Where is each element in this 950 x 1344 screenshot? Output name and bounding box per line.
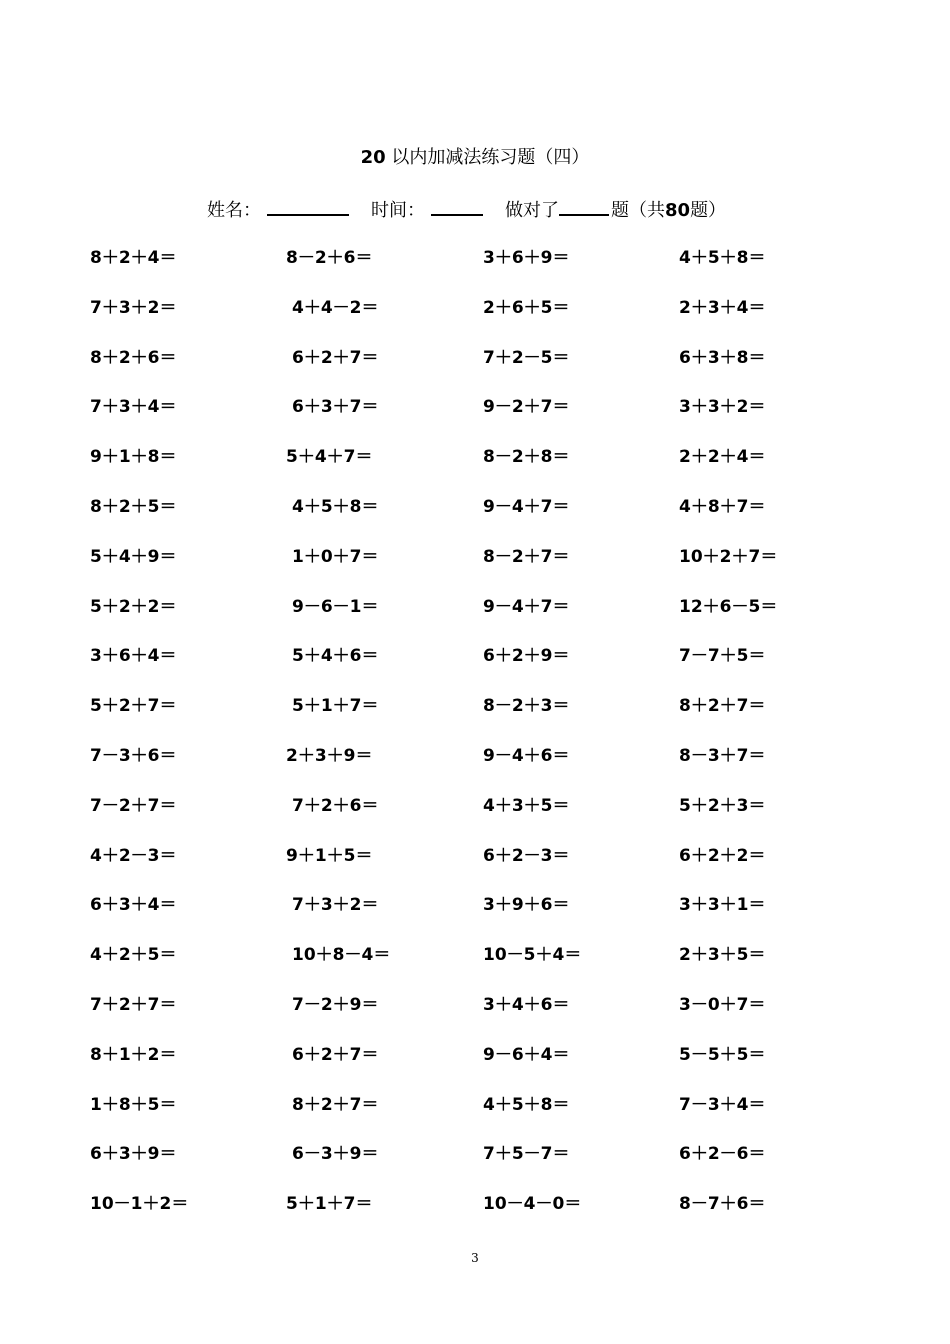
problem-item: 3＋3＋1＝ (679, 895, 766, 915)
problem-item: 3＋6＋9＝ (483, 248, 570, 268)
problem-item: 3－0＋7＝ (679, 995, 766, 1015)
problem-item: 7＋3＋4＝ (90, 397, 177, 417)
problem-item: 6＋2＋9＝ (483, 646, 570, 666)
problem-item: 6＋2＋7＝ (292, 1045, 379, 1065)
problem-item: 9－4＋6＝ (483, 746, 570, 766)
problem-row (0, 893, 950, 917)
problem-item: 3＋9＋6＝ (483, 895, 570, 915)
problem-item: 7＋3＋2＝ (90, 298, 177, 318)
time-blank (431, 196, 483, 216)
page-title (0, 146, 950, 170)
questions-end-label: 题） (690, 200, 727, 221)
problem-item: 6＋2＋7＝ (292, 348, 379, 368)
problem-item: 2＋3＋9＝ (286, 746, 373, 766)
problem-item: 2＋3＋4＝ (679, 298, 766, 318)
problem-row (0, 346, 950, 370)
total-count: 80 (665, 200, 691, 221)
problem-row (0, 395, 950, 419)
problem-item: 4＋5＋8＝ (292, 497, 379, 517)
problem-item: 8－2＋7＝ (483, 547, 570, 567)
problem-item: 6－3＋9＝ (292, 1144, 379, 1164)
problem-item: 8－3＋7＝ (679, 746, 766, 766)
problem-item: 6＋3＋7＝ (292, 397, 379, 417)
problem-item: 6＋3＋4＝ (90, 895, 177, 915)
problem-item: 5＋2＋3＝ (679, 796, 766, 816)
problem-item: 5＋4＋6＝ (292, 646, 379, 666)
problem-item: 5＋4＋9＝ (90, 547, 177, 567)
problem-item: 7－3＋6＝ (90, 746, 177, 766)
problem-item: 9－6－1＝ (292, 597, 379, 617)
problem-item: 8＋2＋5＝ (90, 497, 177, 517)
title-text: 以内加减法练习题（四） (385, 147, 590, 168)
problem-row (0, 993, 950, 1017)
problem-item: 5＋1＋7＝ (292, 696, 379, 716)
problem-item: 2＋6＋5＝ (483, 298, 570, 318)
problem-item: 8－2＋8＝ (483, 447, 570, 467)
problem-item: 9＋1＋8＝ (90, 447, 177, 467)
problem-item: 4＋5＋8＝ (483, 1095, 570, 1115)
name-blank (267, 196, 349, 216)
problem-item: 4＋2＋5＝ (90, 945, 177, 965)
correct-count-blank (559, 196, 609, 216)
problem-item: 7＋5－7＝ (483, 1144, 570, 1164)
problem-item: 7＋3＋2＝ (292, 895, 379, 915)
problem-item: 2＋3＋5＝ (679, 945, 766, 965)
problem-item: 10－4－0＝ (483, 1194, 582, 1214)
problem-item: 3＋3＋2＝ (679, 397, 766, 417)
problem-row (0, 1043, 950, 1067)
problem-item: 7－3＋4＝ (679, 1095, 766, 1115)
problem-item: 4＋5＋8＝ (679, 248, 766, 268)
problem-item: 4＋3＋5＝ (483, 796, 570, 816)
problem-row (0, 246, 950, 270)
problem-item: 8－2＋3＝ (483, 696, 570, 716)
problem-row (0, 794, 950, 818)
problem-item: 4＋8＋7＝ (679, 497, 766, 517)
problem-item: 8＋1＋2＝ (90, 1045, 177, 1065)
problem-item: 7＋2＋6＝ (292, 796, 379, 816)
problem-row (0, 694, 950, 718)
problem-row (0, 844, 950, 868)
problem-row (0, 943, 950, 967)
problem-row (0, 1142, 950, 1166)
problem-item: 5＋4＋7＝ (286, 447, 373, 467)
problem-row (0, 1093, 950, 1117)
problem-item: 3＋6＋4＝ (90, 646, 177, 666)
problem-item: 9－6＋4＝ (483, 1045, 570, 1065)
problem-item: 7－7＋5＝ (679, 646, 766, 666)
problem-item: 1＋8＋5＝ (90, 1095, 177, 1115)
problem-item: 10－5＋4＝ (483, 945, 582, 965)
problem-item: 6＋3＋8＝ (679, 348, 766, 368)
problem-row (0, 296, 950, 320)
problem-row (0, 1192, 950, 1216)
problem-item: 5＋2＋7＝ (90, 696, 177, 716)
problem-item: 9－2＋7＝ (483, 397, 570, 417)
problem-row (0, 744, 950, 768)
problem-item: 4＋2－3＝ (90, 846, 177, 866)
problem-row (0, 644, 950, 668)
problem-item: 4＋4－2＝ (292, 298, 379, 318)
problem-row (0, 495, 950, 519)
problem-item: 10＋2＋7＝ (679, 547, 778, 567)
student-info-line (207, 196, 726, 223)
problem-item: 8＋2＋4＝ (90, 248, 177, 268)
problem-item: 5＋2＋2＝ (90, 597, 177, 617)
problem-item: 9＋1＋5＝ (286, 846, 373, 866)
problem-item: 10＋8－4＝ (292, 945, 391, 965)
correct-label: 做对了 (505, 200, 559, 221)
problem-item: 7＋2＋7＝ (90, 995, 177, 1015)
problem-item: 7－2＋7＝ (90, 796, 177, 816)
problem-item: 8＋2＋7＝ (292, 1095, 379, 1115)
problem-item: 8－2＋6＝ (286, 248, 373, 268)
title-number: 20 (360, 147, 386, 168)
problem-row (0, 545, 950, 569)
problem-item: 12＋6－5＝ (679, 597, 778, 617)
problem-item: 6＋2－6＝ (679, 1144, 766, 1164)
problem-item: 6＋2＋2＝ (679, 846, 766, 866)
problem-item: 3＋4＋6＝ (483, 995, 570, 1015)
problem-item: 9－4＋7＝ (483, 497, 570, 517)
page-number: 3 (471, 1251, 479, 1265)
problem-item: 6＋3＋9＝ (90, 1144, 177, 1164)
problem-item: 10－1＋2＝ (90, 1194, 189, 1214)
problem-item: 2＋2＋4＝ (679, 447, 766, 467)
problem-item: 5－5＋5＝ (679, 1045, 766, 1065)
problem-item: 5＋1＋7＝ (286, 1194, 373, 1214)
problem-grid (0, 246, 950, 1226)
problem-item: 1＋0＋7＝ (292, 547, 379, 567)
problem-row (0, 445, 950, 469)
time-label: 时间： (371, 200, 425, 221)
problem-item: 8＋2＋6＝ (90, 348, 177, 368)
problem-item: 9－4＋7＝ (483, 597, 570, 617)
name-label: 姓名： (207, 200, 261, 221)
problem-item: 8＋2＋7＝ (679, 696, 766, 716)
problem-row (0, 595, 950, 619)
problem-item: 8－7＋6＝ (679, 1194, 766, 1214)
problem-item: 7－2＋9＝ (292, 995, 379, 1015)
problem-item: 6＋2－3＝ (483, 846, 570, 866)
questions-label: 题（共 (611, 200, 665, 221)
problem-item: 7＋2－5＝ (483, 348, 570, 368)
